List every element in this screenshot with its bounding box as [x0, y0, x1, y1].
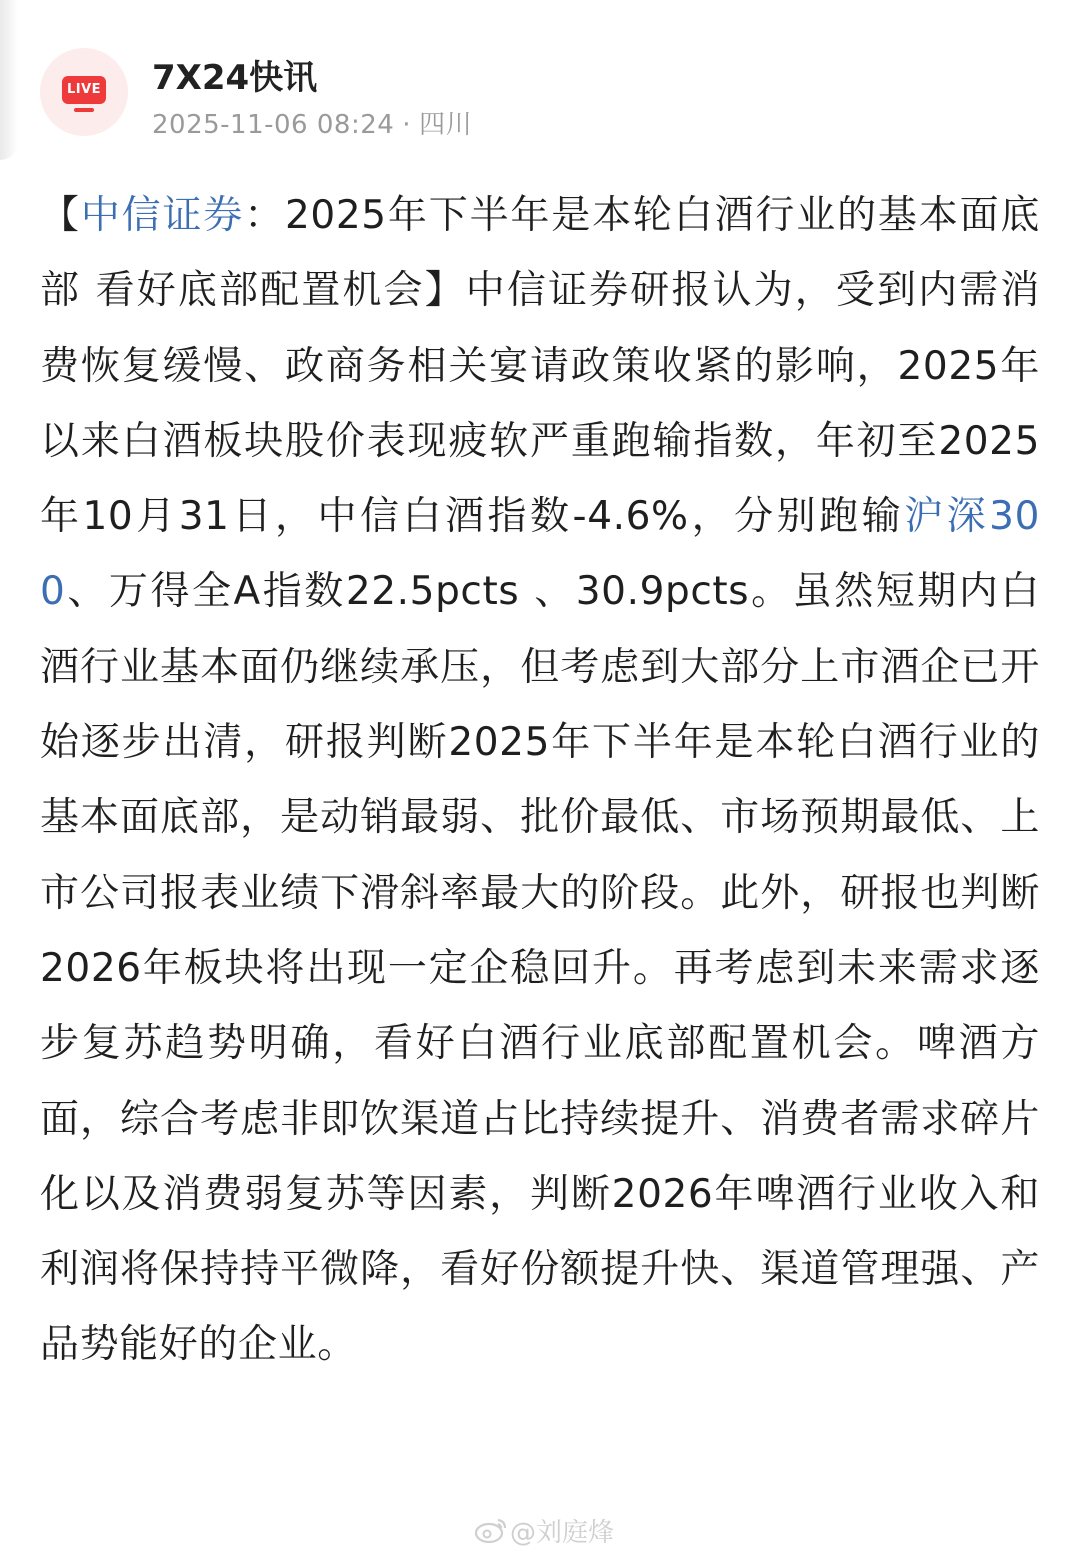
- edge-shadow: [0, 0, 18, 160]
- post-meta: [152, 104, 472, 141]
- weibo-icon: [474, 1516, 508, 1551]
- watermark: [474, 1512, 614, 1551]
- article-body: [40, 178, 1040, 1383]
- article-text-part2: 、万得全A指数22.5pcts 、30.9pcts。虽然短期内白酒行业基本面仍继续承压，但考虑到大部分上市酒企已开始逐步出清，研报判断2025年下半年是本轮白酒行业的基本面底部，是动销最弱、批价最低、市场预期最低、上市公司报表业绩下滑斜率最大的阶段。此外，研报也判断2026年板块将出现一定企稳回升。再考虑到未来需求逐步复苏趋势明确，看好白酒行业底部配置机会。啤酒方面，综合考虑非即饮渠道占比持续提升、消费者需求碎片化以及消费弱复苏等因素，判断2026年啤酒行业收入和利润将保持持平微降，看好份额提升快、渠道管理强、产品势能好的企业。: [40, 569, 1040, 1368]
- live-icon-stand: [74, 108, 94, 112]
- article-title: ：2025年下半年是本轮白酒行业的基本面底部 看好底部配置机会: [40, 193, 1041, 314]
- avatar[interactable]: [40, 48, 128, 136]
- account-name[interactable]: 7X24快讯: [152, 58, 318, 98]
- post-location: 四川: [419, 110, 473, 140]
- title-bracket-open: 【: [40, 193, 81, 238]
- post-header: [40, 46, 1040, 142]
- hs300-link[interactable]: 沪深300: [40, 494, 1040, 615]
- live-icon: LIVE: [62, 76, 106, 104]
- post-timestamp: 2025-11-06 08:24: [152, 110, 395, 140]
- meta-separator: ·: [402, 110, 412, 140]
- article-text-part1: 中信证券研报认为，受到内需消费恢复缓慢、政商务相关宴请政策收紧的影响，2025年以来白酒板块股价表现疲软严重跑输指数，年初至2025年10月31日，中信白酒指数-4.6%，分别跑输: [40, 268, 1040, 540]
- citic-link[interactable]: 中信证券: [80, 193, 245, 238]
- title-bracket-close: 】: [424, 268, 466, 314]
- watermark-text: @刘庭烽: [510, 1518, 615, 1548]
